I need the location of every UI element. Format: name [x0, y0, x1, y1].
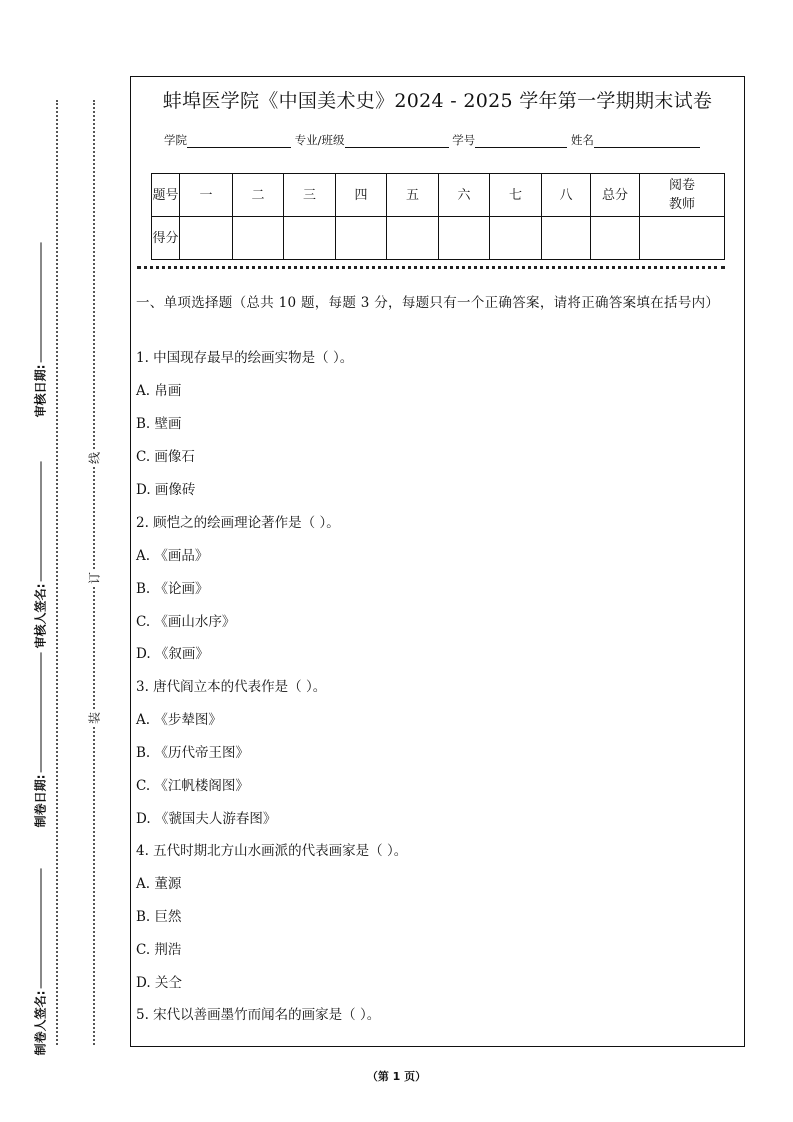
total-score-cell[interactable]	[591, 217, 640, 260]
reviewer-signature-line	[41, 462, 42, 582]
score-column-header: 七	[490, 174, 542, 217]
answer-option: B. 壁画	[136, 416, 182, 432]
exam-title: 蚌埠医学院《中国美术史》2024 - 2025 学年第一学期期末试卷	[162, 90, 713, 112]
binding-mark-ding: 订	[87, 571, 102, 585]
score-cell[interactable]	[387, 217, 439, 260]
answer-option: C. 《画山水序》	[136, 614, 236, 630]
score-column-header: 二	[233, 174, 284, 217]
question-stem: 3. 唐代阎立本的代表作是（ ）。	[136, 679, 327, 695]
total-score-header: 总分	[591, 174, 640, 217]
review-date-label: 审核日期:	[33, 364, 48, 418]
dotted-separator	[137, 266, 725, 269]
compiler-signature-label: 制卷人签名:	[33, 990, 48, 1056]
college-input-line[interactable]	[187, 135, 291, 148]
compile-date-line	[41, 653, 42, 773]
score-table-header-row	[152, 174, 725, 217]
grader-header: 阅卷教师	[640, 174, 725, 217]
score-cell[interactable]	[439, 217, 490, 260]
college-label: 学院	[164, 133, 187, 147]
answer-option: A. 帛画	[136, 383, 182, 399]
answer-option: A. 董源	[136, 876, 182, 892]
score-cell[interactable]	[284, 217, 336, 260]
compile-date-label: 制卷日期:	[33, 774, 48, 828]
score-cell[interactable]	[180, 217, 233, 260]
score-row-label: 得分	[152, 217, 180, 260]
student-info-fields	[164, 132, 700, 148]
answer-option: B. 巨然	[136, 909, 182, 925]
answer-option: D. 画像砖	[136, 482, 196, 498]
answer-option: B. 《论画》	[136, 581, 209, 597]
reviewer-signature-field	[32, 462, 49, 649]
binding-mark-xian: 线	[87, 451, 102, 465]
answer-option: D. 关仝	[136, 975, 182, 991]
compiler-signature-line	[41, 869, 42, 989]
score-cell[interactable]	[233, 217, 284, 260]
score-column-header: 五	[387, 174, 439, 217]
student-id-input-line[interactable]	[475, 135, 567, 148]
name-label: 姓名	[570, 133, 594, 147]
question-number-header: 题号	[152, 174, 180, 217]
score-cell[interactable]	[542, 217, 591, 260]
score-cell[interactable]	[336, 217, 387, 260]
question-stem: 1. 中国现存最早的绘画实物是（ ）。	[136, 350, 354, 366]
answer-option: C. 《江帆楼阁图》	[136, 778, 249, 794]
answer-option: D. 《虢国夫人游春图》	[136, 811, 277, 827]
answer-option: A. 《画品》	[136, 548, 209, 564]
binding-mark-zhuang: 装	[87, 711, 102, 725]
answer-option: C. 荆浩	[136, 942, 182, 958]
question-stem: 5. 宋代以善画墨竹而闻名的画家是（ ）。	[136, 1007, 381, 1023]
score-column-header: 一	[180, 174, 233, 217]
review-date-field	[32, 243, 49, 418]
name-input-line[interactable]	[594, 135, 700, 148]
question-stem: 4. 五代时期北方山水画派的代表画家是（ ）。	[136, 843, 408, 859]
student-id-label: 学号	[452, 133, 476, 147]
answer-option: C. 画像石	[136, 449, 195, 465]
score-column-header: 六	[439, 174, 490, 217]
section-title: 一、单项选择题（总共 10 题，每题 3 分，每题只有一个正确答案，请将正确答案填在括号内）	[136, 295, 720, 311]
outer-dotted-line	[56, 100, 58, 1045]
question-stem: 2. 顾恺之的绘画理论著作是（ ）。	[136, 515, 340, 531]
score-column-header: 四	[336, 174, 387, 217]
score-column-header: 三	[284, 174, 336, 217]
reviewer-signature-label: 审核人签名:	[33, 583, 48, 649]
compile-date-field	[32, 653, 49, 828]
answer-option: D. 《叙画》	[136, 646, 209, 662]
score-table	[151, 173, 725, 260]
answer-option: A. 《步辇图》	[136, 712, 222, 728]
answer-option: B. 《历代帝王图》	[136, 745, 250, 761]
score-cell[interactable]	[490, 217, 542, 260]
page-number: （第 1 页）	[366, 1070, 427, 1083]
review-date-line	[41, 243, 42, 363]
major-class-input-line[interactable]	[345, 135, 449, 148]
compiler-signature-field	[32, 869, 49, 1056]
major-class-label: 专业/班级	[294, 133, 345, 147]
score-column-header: 八	[542, 174, 591, 217]
grader-cell[interactable]	[640, 217, 725, 260]
score-row	[152, 217, 725, 260]
